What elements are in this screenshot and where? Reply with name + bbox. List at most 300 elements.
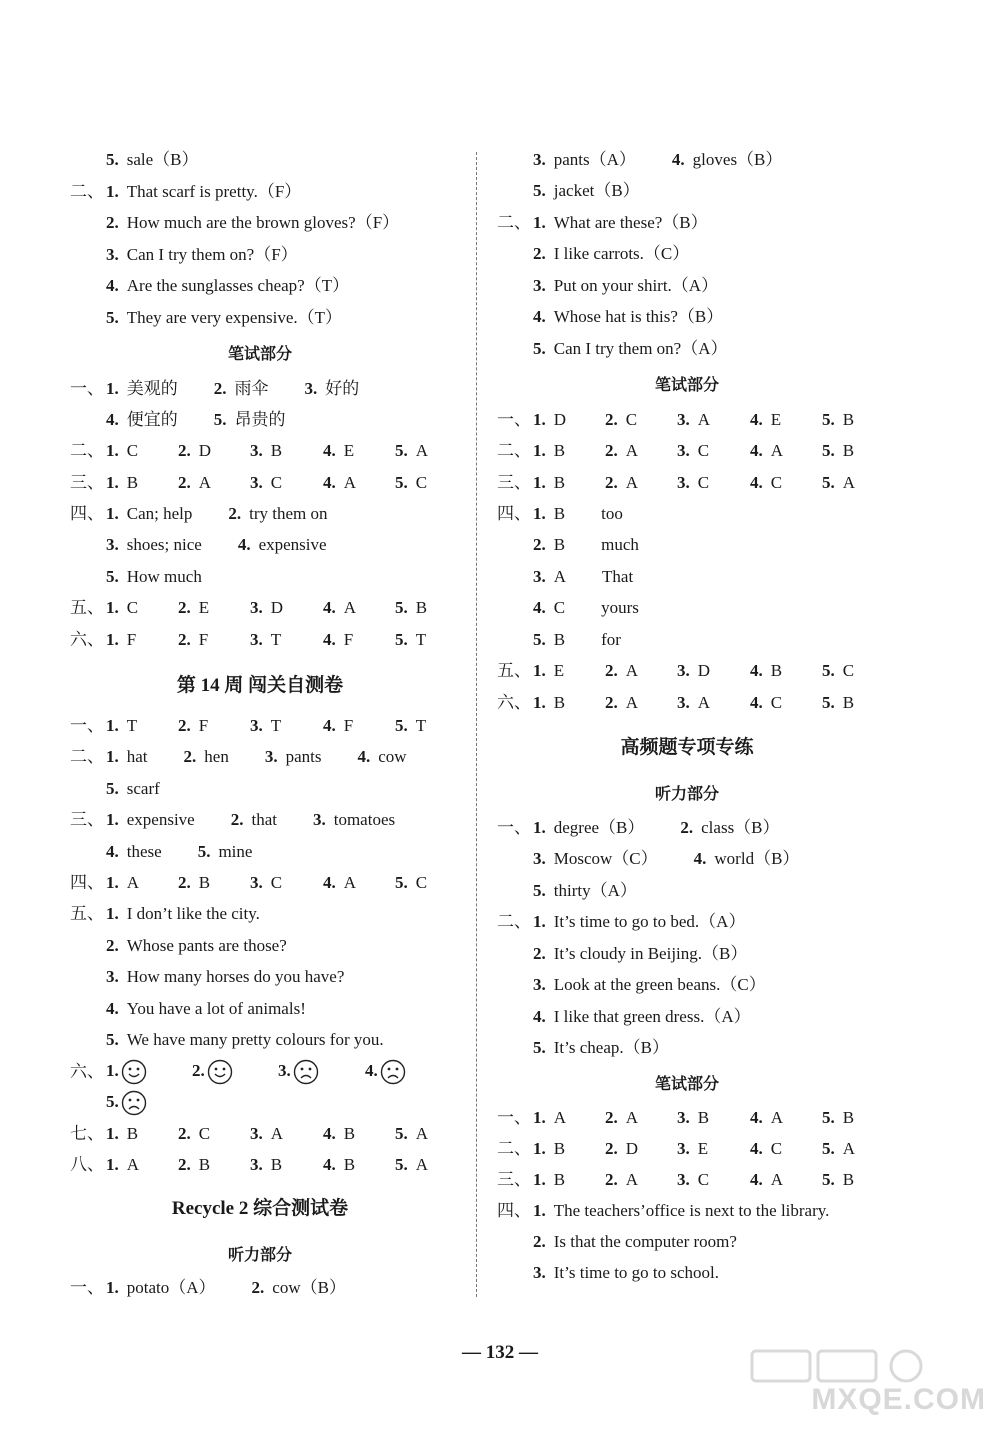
answer-text: C xyxy=(770,1139,783,1158)
answer-number: 4. xyxy=(323,716,336,735)
section-heading: 第 14 周 闯关自测卷 xyxy=(176,675,344,696)
section-heading: 听力部分 xyxy=(654,786,719,803)
answer-number: 2. xyxy=(228,504,242,523)
answer-number: 1. xyxy=(533,1201,546,1220)
answer-number: 5. xyxy=(106,308,119,327)
answer-number: 1. xyxy=(533,912,546,931)
answer-number: 1. xyxy=(533,441,546,460)
answer-text: E xyxy=(697,1139,709,1158)
answer-number: 4. xyxy=(365,1060,378,1080)
answer-item xyxy=(533,1037,669,1059)
answer-number: 2. xyxy=(192,1060,205,1080)
answer-number: 1. xyxy=(106,1278,119,1297)
answer-text: A xyxy=(697,410,711,429)
answer-text: C xyxy=(842,661,855,680)
answer-number: 5. xyxy=(395,1155,408,1174)
answer-item xyxy=(605,692,638,714)
answer-number: 1. xyxy=(533,410,546,429)
answer-text: C xyxy=(770,473,783,492)
answer-text: C xyxy=(697,1170,710,1189)
answer-number: 5. xyxy=(106,1091,119,1111)
answer-text: that xyxy=(251,810,277,829)
question-group-label: 一、 xyxy=(70,379,104,398)
answer-text: 雨伞 xyxy=(234,379,269,398)
answer-text: B xyxy=(343,1124,356,1143)
answer-text: Moscow（C） xyxy=(553,849,658,868)
answer-text: A xyxy=(343,473,357,492)
answer-item xyxy=(601,629,621,651)
answer-item xyxy=(533,243,689,265)
answer-number: 3. xyxy=(250,441,263,460)
answer-number: 3. xyxy=(677,661,690,680)
question-group-label: 三、 xyxy=(70,810,104,829)
answer-text: E xyxy=(553,661,565,680)
answer-text: How much xyxy=(126,567,202,586)
answer-item xyxy=(822,1107,854,1129)
answer-number: 4. xyxy=(533,307,546,326)
answer-text: tomatoes xyxy=(333,810,396,829)
answer-item xyxy=(533,1262,719,1284)
answer-text: That scarf is pretty.（F） xyxy=(126,182,302,201)
answer-text: A xyxy=(625,1108,639,1127)
answer-number: 1. xyxy=(106,1060,119,1080)
answer-item xyxy=(677,440,709,462)
watermark-logo xyxy=(746,1347,986,1417)
answer-number: 4. xyxy=(237,535,251,554)
answer-text: A xyxy=(625,661,639,680)
answer-text: C xyxy=(553,598,566,617)
column-divider xyxy=(476,152,477,1297)
answer-number: 5. xyxy=(822,693,835,712)
answer-number: 1. xyxy=(106,182,119,201)
answer-text: How many horses do you have? xyxy=(126,967,345,986)
answer-text: Whose pants are those? xyxy=(126,936,287,955)
answer-text: pants xyxy=(285,747,322,766)
answer-text: A xyxy=(415,1155,429,1174)
answer-number: 2. xyxy=(178,473,191,492)
answer-number: 1. xyxy=(106,630,119,649)
answer-number: 2. xyxy=(106,936,119,955)
answer-text: B xyxy=(553,504,566,523)
answer-item xyxy=(694,848,800,870)
answer-number: 5. xyxy=(106,567,119,586)
answer-text: A xyxy=(770,1108,784,1127)
answer-number: 5. xyxy=(533,630,546,649)
answer-text: 便宜的 xyxy=(126,410,178,429)
answer-number: 2. xyxy=(605,410,618,429)
answer-number: 3. xyxy=(677,473,690,492)
question-group-label: 一、 xyxy=(497,1108,531,1127)
answer-number: 1. xyxy=(533,1108,546,1127)
answer-text: A xyxy=(126,873,140,892)
answer-number: 1. xyxy=(106,904,119,923)
answer-number: 3. xyxy=(106,967,119,986)
answer-number: 4. xyxy=(357,747,371,766)
answer-text: C xyxy=(697,473,710,492)
answer-text: F xyxy=(198,716,209,735)
answer-text: I don’t like the city. xyxy=(126,904,260,923)
answer-text: E xyxy=(770,410,782,429)
answer-number: 3. xyxy=(278,1060,291,1080)
answer-number: 4. xyxy=(106,410,119,429)
answer-text: A xyxy=(625,473,639,492)
answer-number: 2. xyxy=(178,598,191,617)
answer-text: B xyxy=(270,1155,283,1174)
answer-text: C xyxy=(625,410,638,429)
answer-item xyxy=(533,472,565,494)
answer-number: 3. xyxy=(677,1170,690,1189)
answer-text: hat xyxy=(126,747,148,766)
answer-number: 4. xyxy=(106,276,119,295)
answer-text: Can I try them on?（F） xyxy=(126,245,298,264)
answer-item xyxy=(533,306,723,328)
answer-text: C xyxy=(697,441,710,460)
answer-text: A xyxy=(842,473,856,492)
answer-item xyxy=(822,409,854,431)
answer-number: 4. xyxy=(693,849,707,868)
answer-number: 5. xyxy=(822,1108,835,1127)
answer-number: 2. xyxy=(178,716,191,735)
answer-number: 5. xyxy=(395,441,408,460)
answer-number: 5. xyxy=(822,441,835,460)
answer-text: It’s time to go to school. xyxy=(553,1263,720,1282)
answer-text: B xyxy=(415,598,428,617)
answer-text: C xyxy=(126,441,139,460)
answer-number: 5. xyxy=(395,473,408,492)
answer-number: 1. xyxy=(533,661,546,680)
answer-text: It’s cloudy in Beijing.（B） xyxy=(553,944,748,963)
answer-number: 5. xyxy=(106,1030,119,1049)
answer-number: 1. xyxy=(106,473,119,492)
answer-text: potato（A） xyxy=(126,1278,216,1297)
answer-text: jacket（B） xyxy=(553,181,640,200)
answer-number: 1. xyxy=(106,441,119,460)
answer-number: 3. xyxy=(250,1155,263,1174)
answer-text: B xyxy=(126,1124,139,1143)
answer-number: 1. xyxy=(106,379,119,398)
answer-text: mine xyxy=(218,842,253,861)
answer-item xyxy=(533,409,566,431)
answer-text: B xyxy=(697,1108,710,1127)
answer-item xyxy=(533,534,565,556)
answer-text: 好的 xyxy=(325,379,360,398)
question-group-label: 三、 xyxy=(70,473,104,492)
answer-number: 4. xyxy=(750,1108,763,1127)
answer-number: 2. xyxy=(178,1155,191,1174)
answer-text: shoes; nice xyxy=(126,535,202,554)
answer-item xyxy=(601,597,639,619)
answer-text: I like that green dress.（A） xyxy=(553,1007,751,1026)
answer-text: I like carrots.（C） xyxy=(553,244,690,263)
answer-text: They are very expensive.（T） xyxy=(126,308,342,327)
answer-text: F xyxy=(126,630,137,649)
answer-item xyxy=(601,534,639,556)
answer-text: B xyxy=(842,1170,855,1189)
answer-number: 3. xyxy=(677,1139,690,1158)
answer-number: 3. xyxy=(677,1108,690,1127)
question-group-label: 二、 xyxy=(497,912,531,931)
answer-number: 3. xyxy=(677,441,690,460)
answer-text: too xyxy=(601,504,623,523)
answer-item xyxy=(750,1169,783,1191)
answer-text: T xyxy=(415,630,427,649)
answer-text: expensive xyxy=(126,810,195,829)
answer-item xyxy=(677,692,710,714)
answer-item xyxy=(672,149,782,171)
answer-text: B xyxy=(553,535,566,554)
answer-text: A xyxy=(625,441,639,460)
answer-text: A xyxy=(553,1108,567,1127)
answer-text: B xyxy=(198,1155,211,1174)
answer-text: much xyxy=(601,535,639,554)
answer-number: 5. xyxy=(822,473,835,492)
answer-number: 5. xyxy=(395,630,408,649)
answer-item xyxy=(533,943,747,965)
answer-text: D xyxy=(270,598,284,617)
watermark-text: MXQE.COM xyxy=(811,1383,986,1416)
answer-item xyxy=(822,1169,854,1191)
answer-number: 2. xyxy=(680,818,694,837)
answer-number: 4. xyxy=(106,842,119,861)
section-heading: 笔试部分 xyxy=(227,346,292,363)
answer-text: C xyxy=(415,873,428,892)
answer-number: 2. xyxy=(605,473,618,492)
answer-number: 2. xyxy=(178,441,191,460)
answer-item xyxy=(533,1138,565,1160)
question-group-label: 六、 xyxy=(497,693,531,712)
answer-number: 5. xyxy=(197,842,211,861)
answer-number: 4. xyxy=(750,441,763,460)
answer-number: 4. xyxy=(323,1155,336,1174)
answer-number: 2. xyxy=(251,1278,265,1297)
answer-item xyxy=(677,1107,709,1129)
answer-text: A xyxy=(625,1170,639,1189)
answer-text: C xyxy=(770,693,783,712)
answer-text: degree（B） xyxy=(553,818,645,837)
answer-number: 4. xyxy=(323,473,336,492)
answer-text: B xyxy=(842,441,855,460)
answer-text: C xyxy=(270,473,283,492)
answer-text: T xyxy=(415,716,427,735)
answer-number: 2. xyxy=(183,747,197,766)
answer-item xyxy=(533,911,745,933)
answer-number: 4. xyxy=(750,661,763,680)
answer-text: Put on your shirt.（A） xyxy=(553,276,719,295)
section-heading: 笔试部分 xyxy=(654,1076,719,1093)
answer-text: A xyxy=(415,441,429,460)
answer-text: T xyxy=(270,716,282,735)
answer-text: D xyxy=(697,661,711,680)
answer-item xyxy=(601,503,623,525)
answer-item xyxy=(533,338,728,360)
answer-item xyxy=(677,660,710,682)
question-group-label: 三、 xyxy=(497,473,531,492)
answer-number: 1. xyxy=(106,1155,119,1174)
answer-item xyxy=(750,660,782,682)
answer-number: 3. xyxy=(106,245,119,264)
answer-text: B xyxy=(842,1108,855,1127)
answer-item xyxy=(533,503,565,525)
answer-number: 2. xyxy=(533,1232,546,1251)
answer-text: B xyxy=(126,473,139,492)
answer-number: 2. xyxy=(605,661,618,680)
answer-number: 2. xyxy=(605,441,618,460)
answer-number: 2. xyxy=(106,213,119,232)
answer-number: 2. xyxy=(605,693,618,712)
answer-text: B xyxy=(770,661,783,680)
section-heading: 高频题专项专练 xyxy=(620,737,754,758)
answer-item xyxy=(605,1169,638,1191)
answer-item xyxy=(533,566,566,588)
answer-text: Can; help xyxy=(126,504,193,523)
answer-item xyxy=(605,409,637,431)
answer-text: cow（B） xyxy=(272,1278,346,1297)
page-number: — 132 — xyxy=(462,1342,538,1363)
answer-number: 3. xyxy=(533,849,546,868)
answer-number: 1. xyxy=(106,716,119,735)
answer-text: A xyxy=(198,473,212,492)
answer-text: You have a lot of animals! xyxy=(126,999,306,1018)
question-group-label: 二、 xyxy=(70,747,104,766)
answer-text: T xyxy=(126,716,138,735)
answer-number: 2. xyxy=(533,244,546,263)
answer-number: 2. xyxy=(178,873,191,892)
answer-text: Is that the computer room? xyxy=(553,1232,737,1251)
answer-text: cow xyxy=(378,747,407,766)
answer-text: E xyxy=(198,598,210,617)
answer-text: Look at the green beans.（C） xyxy=(553,975,766,994)
answer-item xyxy=(605,440,638,462)
answer-text: B xyxy=(842,410,855,429)
answer-text: B xyxy=(553,630,566,649)
answer-item xyxy=(822,1138,855,1160)
answer-text: B xyxy=(198,873,211,892)
answer-number: 4. xyxy=(533,1007,546,1026)
answer-number: 2. xyxy=(605,1108,618,1127)
answer-number: 5. xyxy=(822,410,835,429)
answer-text: D xyxy=(553,410,567,429)
answer-number: 5. xyxy=(822,1139,835,1158)
section-heading: Recycle 2 综合测试卷 xyxy=(171,1198,349,1219)
answer-text: for xyxy=(601,630,621,649)
answer-text: B xyxy=(343,1155,356,1174)
answer-item xyxy=(605,472,638,494)
answer-text: B xyxy=(553,473,566,492)
answer-text: B xyxy=(270,441,283,460)
answer-text: A xyxy=(697,693,711,712)
answer-number: 3. xyxy=(250,630,263,649)
answer-item xyxy=(533,149,636,171)
answer-text: class（B） xyxy=(701,818,780,837)
answer-number: 5. xyxy=(533,339,546,358)
answer-item xyxy=(680,817,779,839)
answer-number: 3. xyxy=(264,747,278,766)
answer-text: B xyxy=(553,1139,566,1158)
question-group-label: 二、 xyxy=(70,441,104,460)
question-group-label: 八、 xyxy=(70,1155,104,1174)
answer-text: these xyxy=(126,842,162,861)
answer-number: 2. xyxy=(178,1124,191,1143)
answer-text: B xyxy=(553,693,566,712)
answer-number: 3. xyxy=(250,1124,263,1143)
answer-item xyxy=(533,180,640,202)
answer-item xyxy=(533,880,637,902)
answer-number: 1. xyxy=(533,1139,546,1158)
answer-number: 4. xyxy=(750,1170,763,1189)
answer-number: 5. xyxy=(533,1038,546,1057)
answer-item xyxy=(750,409,781,431)
answer-text: C xyxy=(126,598,139,617)
answer-number: 1. xyxy=(533,504,546,523)
section-heading: 笔试部分 xyxy=(654,377,719,394)
answer-item xyxy=(677,472,709,494)
answer-number: 5. xyxy=(822,1170,835,1189)
answer-number: 5. xyxy=(395,873,408,892)
question-group-label: 一、 xyxy=(70,1278,104,1297)
question-group-label: 五、 xyxy=(70,598,104,617)
answer-number: 3. xyxy=(533,975,546,994)
answer-number: 4. xyxy=(323,598,336,617)
question-group-label: 二、 xyxy=(497,1139,531,1158)
answer-item xyxy=(533,440,565,462)
question-group-label: 一、 xyxy=(497,410,531,429)
answer-text: expensive xyxy=(258,535,327,554)
answer-number: 2. xyxy=(605,1139,618,1158)
answer-number: 4. xyxy=(533,598,546,617)
answer-text: 昂贵的 xyxy=(234,410,286,429)
answer-text: hen xyxy=(204,747,229,766)
answer-number: 3. xyxy=(250,716,263,735)
answer-item xyxy=(533,1231,737,1253)
question-group-label: 二、 xyxy=(497,213,531,232)
answer-item xyxy=(605,660,638,682)
answer-number: 1. xyxy=(106,873,119,892)
answer-number: 5. xyxy=(533,881,546,900)
answer-number: 4. xyxy=(323,630,336,649)
answer-text: C xyxy=(270,873,283,892)
answer-text: scarf xyxy=(126,779,160,798)
answer-number: 5. xyxy=(395,1124,408,1143)
question-group-label: 四、 xyxy=(70,873,104,892)
answer-text: A xyxy=(343,598,357,617)
answer-text: E xyxy=(343,441,355,460)
answer-item xyxy=(533,212,708,234)
answer-text: Can I try them on?（A） xyxy=(553,339,728,358)
answer-number: 1. xyxy=(533,213,546,232)
answer-number: 5. xyxy=(395,716,408,735)
answer-text: F xyxy=(343,716,354,735)
answer-number: 2. xyxy=(533,535,546,554)
answer-item xyxy=(822,440,854,462)
answer-item xyxy=(533,848,658,870)
answer-number: 5. xyxy=(822,661,835,680)
answer-number: 1. xyxy=(106,504,119,523)
answer-number: 3. xyxy=(677,693,690,712)
answer-number: 3. xyxy=(533,276,546,295)
question-group-label: 一、 xyxy=(497,818,531,837)
answer-text: A xyxy=(770,1170,784,1189)
answer-text: C xyxy=(198,1124,211,1143)
answer-item xyxy=(677,1169,709,1191)
answer-text: F xyxy=(343,630,354,649)
answer-text: B xyxy=(553,1170,566,1189)
answer-number: 3. xyxy=(250,598,263,617)
answer-item xyxy=(750,472,782,494)
answer-item xyxy=(533,1169,565,1191)
answer-text: F xyxy=(198,630,209,649)
question-group-label: 四、 xyxy=(497,1201,531,1220)
answer-item xyxy=(822,692,854,714)
